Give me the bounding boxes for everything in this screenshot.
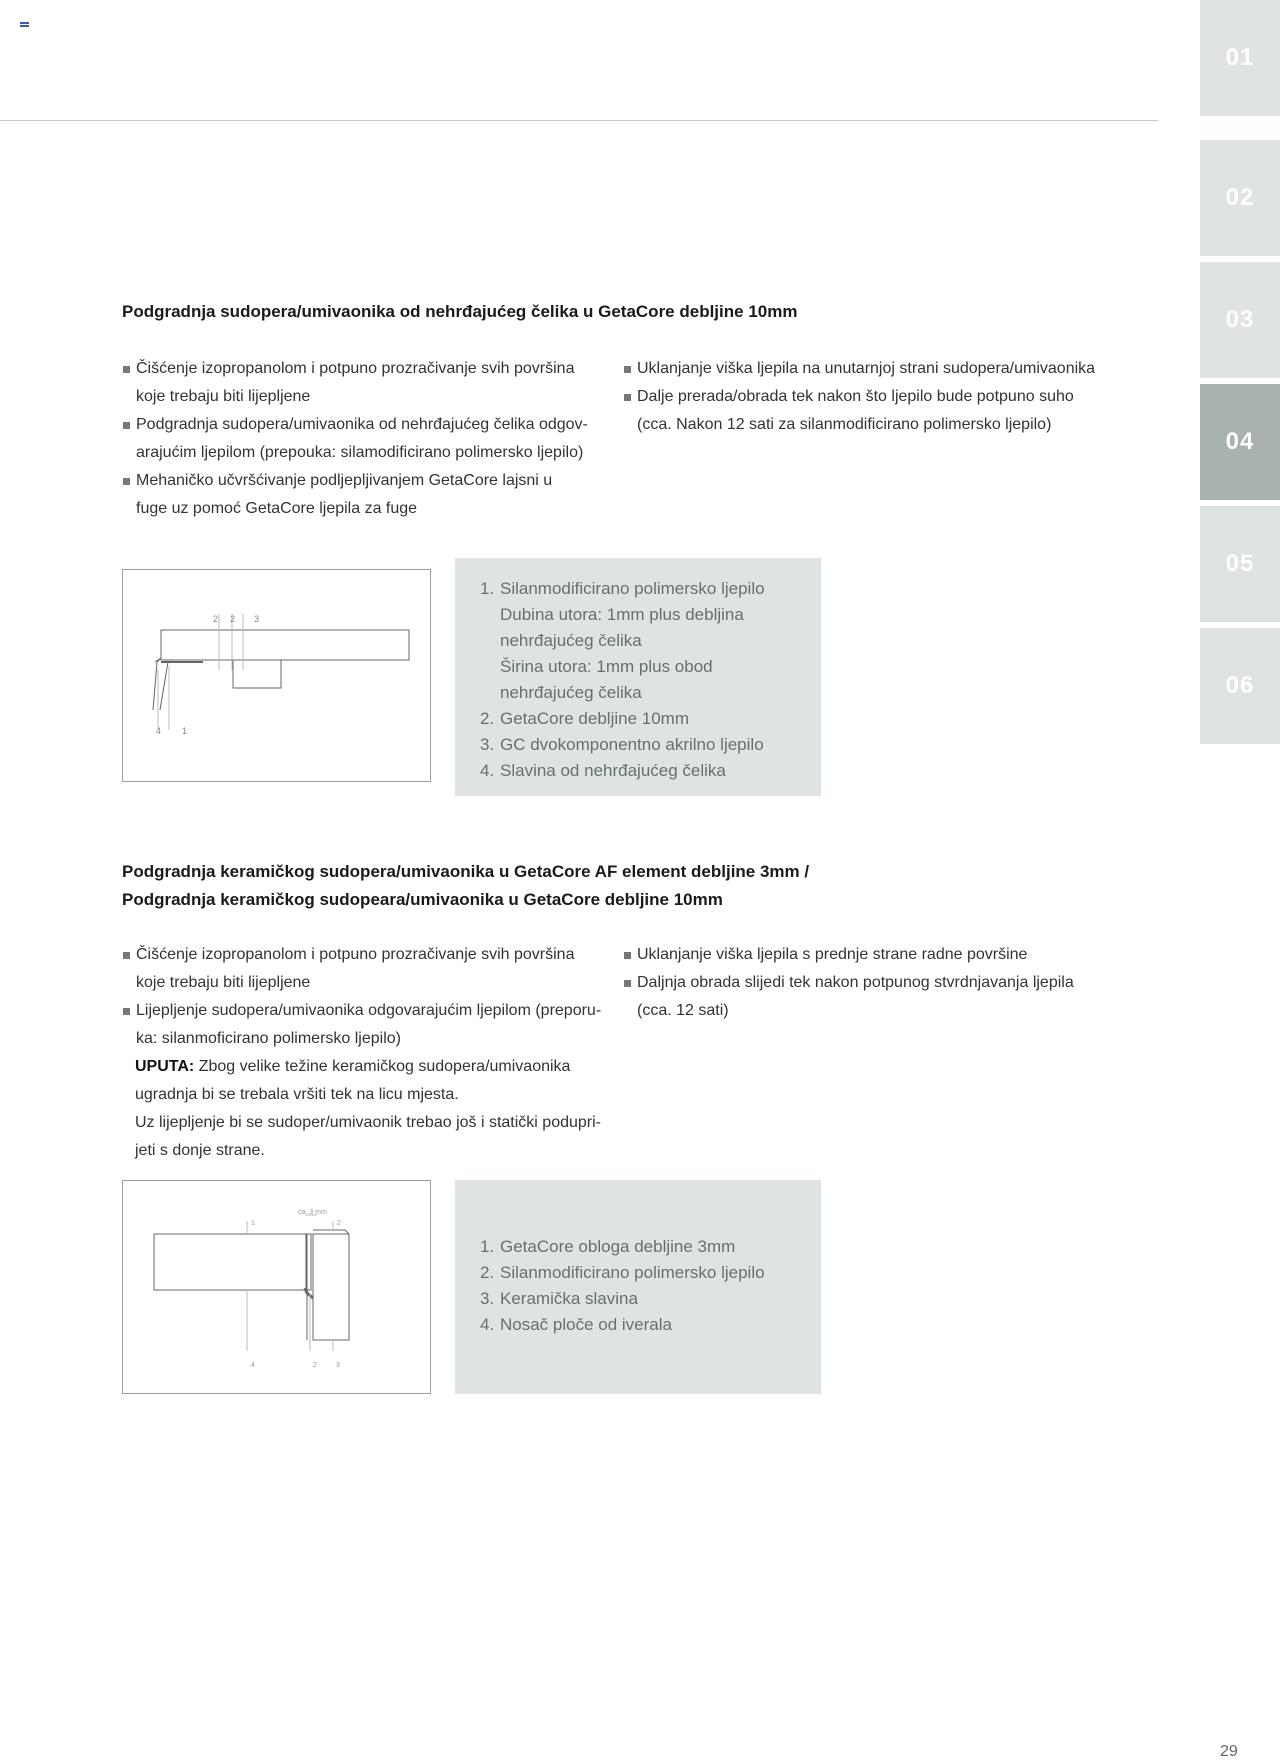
legend-item: 1. Silanmodificirano polimersko ljepilo Dubina utora: 1mm plus debljina nehrđajućeg čelika Širina utora: 1mm plus obod nehrđajućeg čelika [480, 579, 765, 702]
diagram-label: 3 [254, 614, 260, 624]
section1-left-list [122, 355, 602, 523]
list-item: Čišćenje izopropanolom i potpuno prozračivanje svih površina koje trebaju biti lijepljene [122, 355, 602, 411]
note-text: UPUTA: Zbog velike težine keramičkog sudopera/umivaonika ugradnja bi se trebala vršiti tek na licu mjesta. Uz lijepljenje bi se sudoper/umivaonik trebao još i statički podupri- jeti s donje strane. [135, 1058, 602, 1159]
diagram-label: 4 [251, 1362, 255, 1369]
list-item: Lijepljenje sudopera/umivaonika odgovarajućim ljepilom (preporu- ka: silanmoficirano polimersko ljepilo) [122, 997, 612, 1053]
section1-right-list [623, 355, 1163, 439]
legend-item: 1. GetaCore obloga debljine 3mm [480, 1237, 736, 1256]
tab-02[interactable]: 02 [1200, 140, 1280, 256]
section1-diagram [122, 569, 431, 782]
list-item: Mehaničko učvršćivanje podljepljivanjem GetaCore lajsni u fuge uz pomoć GetaCore ljepila za fuge [122, 467, 602, 523]
legend-item: 2. Silanmodificirano polimersko ljepilo [480, 1263, 765, 1282]
section2-right-list [623, 941, 1163, 1025]
list-item: Podgradnja sudopera/umivaonika od nehrđajućeg čelika odgov- arajućim ljepilom (prepouka: silamodificirano polimersko ljepilo) [122, 411, 602, 467]
legend-item: 4. Nosač ploče od iverala [480, 1315, 672, 1334]
tab-01[interactable]: 01 [1200, 0, 1280, 116]
diagram-label: 2 [230, 614, 236, 624]
section1-legend [455, 558, 821, 796]
page-number: 29 [1220, 1743, 1238, 1760]
diagram-label: 3 [336, 1362, 340, 1369]
list-item: Daljnja obrada slijedi tek nakon potpunog stvrdnjavanja ljepila (cca. 12 sati) [623, 969, 1163, 1025]
section1-title: Podgradnja sudopera/umivaonika od nehrđajućeg čelika u GetaCore debljine 10mm [122, 302, 798, 321]
list-item: Dalje prerada/obrada tek nakon što ljepilo bude potpuno suho (cca. Nakon 12 sati za silanmodificirano polimersko ljepilo) [623, 383, 1163, 439]
list-item: Uklanjanje viška ljepila na unutarnjoj strani sudopera/umivaonika [623, 355, 1163, 383]
diagram-label: 2 [213, 614, 219, 624]
section2-left-list [122, 941, 612, 1165]
tab-05[interactable]: 05 [1200, 506, 1280, 622]
diagram-label: 2 [313, 1362, 317, 1369]
tab-06[interactable]: 06 [1200, 628, 1280, 744]
diagram-label: 4 [156, 726, 162, 736]
diagram-label: 1 [182, 726, 188, 736]
tab-03[interactable]: 03 [1200, 262, 1280, 378]
header-divider [0, 120, 1158, 121]
legend-item: 3. Keramička slavina [480, 1289, 638, 1308]
list-item: Čišćenje izopropanolom i potpuno prozračivanje svih površina koje trebaju biti lijepljene [122, 941, 612, 997]
legend-item: 2. GetaCore debljine 10mm [480, 709, 689, 728]
logo-icon [20, 22, 29, 28]
diagram-label: ca. 3 mm [298, 1209, 327, 1216]
section2-diagram [122, 1180, 431, 1394]
legend-item: 3. GC dvokomponentno akrilno ljepilo [480, 735, 764, 754]
diagram-label: 2 [337, 1220, 341, 1227]
tab-04[interactable]: 04 [1200, 384, 1280, 500]
legend-item: 4. Slavina od nehrđajućeg čelika [480, 761, 726, 780]
section2-title: Podgradnja keramičkog sudopera/umivaonika u GetaCore AF element debljine 3mm / Podgradnja keramičkog sudopeara/umivaonika u GetaCore debljine 10mm [122, 862, 810, 909]
section2-legend [455, 1180, 821, 1394]
diagram-label: 1 [251, 1220, 255, 1227]
list-item: Uklanjanje viška ljepila s prednje strane radne površine [623, 941, 1163, 969]
